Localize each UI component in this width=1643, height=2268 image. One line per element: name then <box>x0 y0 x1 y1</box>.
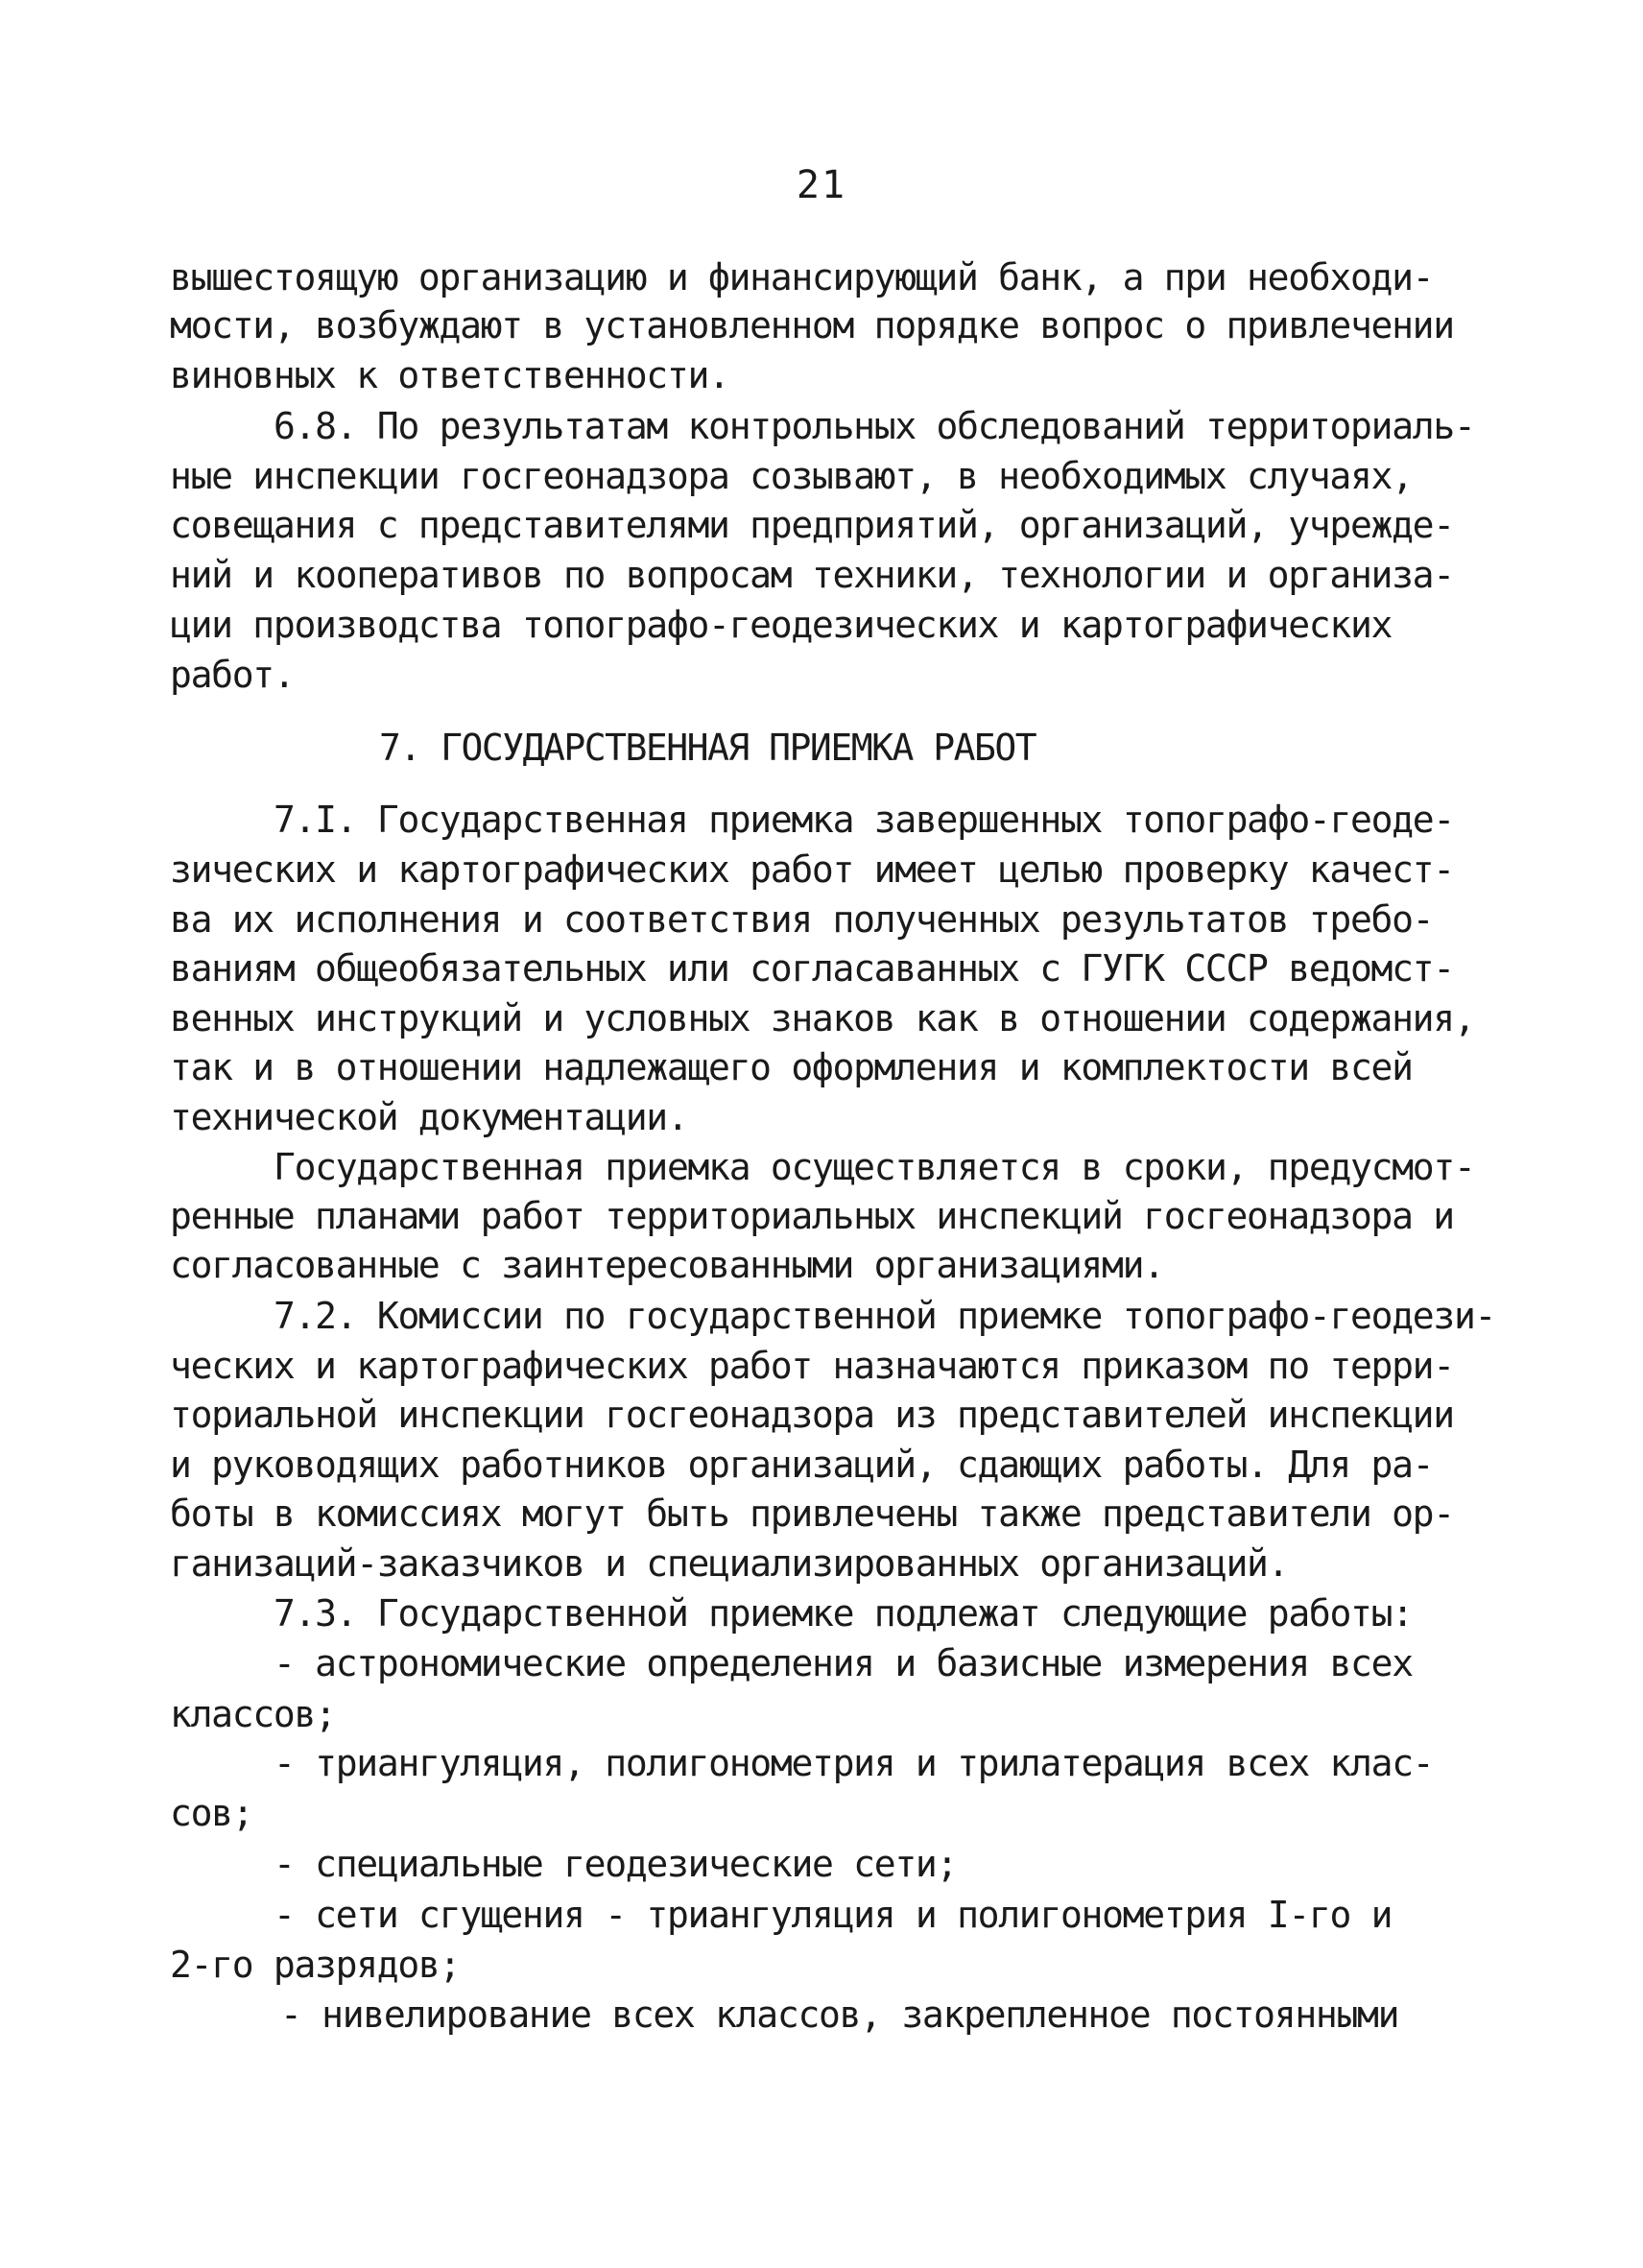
text-line: вышестоящую организацию и финансирующий банк, а при необходи- <box>170 256 1434 298</box>
section-heading: 7. ГОСУДАРСТВЕННАЯ ПРИЕМКА РАБОТ <box>379 727 1036 769</box>
text-line: боты в комиссиях могут быть привлечены также представители ор- <box>170 1492 1454 1535</box>
text-line: - триангуляция, полигонометрия и трилатерация всех клас- <box>274 1742 1434 1784</box>
text-line: ганизаций-заказчиков и специализированных организаций. <box>170 1542 1289 1585</box>
text-line: мости, возбуждают в установленном порядке вопрос о привлечении <box>170 304 1454 346</box>
page-number: 21 <box>796 163 847 207</box>
text-line: зических и картографических работ имеет целью проверку качест- <box>170 848 1454 891</box>
text-line: ва их исполнения и соответствия полученных результатов требо- <box>170 898 1434 941</box>
text-line: - специальные геодезические сети; <box>274 1843 958 1885</box>
text-line: 7.3. Государственной приемке подлежат следующие работы: <box>274 1592 1413 1635</box>
text-line: классов; <box>170 1693 336 1735</box>
text-line: работ. <box>170 654 295 696</box>
text-line: так и в отношении надлежащего оформления и комплектости всей <box>170 1046 1413 1088</box>
text-line: ний и кооперативов по вопросам техники, технологии и организа- <box>170 554 1454 596</box>
text-line: ториальной инспекции госгеонадзора из представителей инспекции <box>170 1394 1454 1436</box>
text-line: Государственная приемка осуществляется в сроки, предусмот- <box>274 1146 1475 1188</box>
text-line: технической документации. <box>170 1096 688 1138</box>
text-line: виновных к ответственности. <box>170 354 729 396</box>
text-line: сов; <box>170 1792 253 1834</box>
text-line: ческих и картографических работ назначаются приказом по терри- <box>170 1345 1454 1387</box>
text-line: совещания с представителями предприятий, организаций, учрежде- <box>170 504 1454 546</box>
text-line: 7.I. Государственная приемка завершенных топографо-геоде- <box>274 799 1454 841</box>
text-line: 2-го разрядов; <box>170 1944 461 1986</box>
text-line: ции производства топографо-геодезических и картографических <box>170 604 1393 646</box>
text-line: венных инструкций и условных знаков как в отношении содержания, <box>170 997 1475 1039</box>
text-line: согласованные с заинтересованными организациями. <box>170 1244 1164 1286</box>
text-line: и руководящих работников организаций, сдающих работы. Для ра- <box>170 1444 1434 1486</box>
text-line: - сети сгущения - триангуляция и полигонометрия I-го и <box>274 1894 1393 1936</box>
text-line: - нивелирование всех классов, закрепленное постоянными <box>280 1993 1399 2036</box>
text-line: ренные планами работ территориальных инспекций госгеонадзора и <box>170 1195 1454 1237</box>
text-line: 7.2. Комиссии по государственной приемке топографо-геодези- <box>274 1295 1496 1337</box>
text-line: 6.8. По результатам контрольных обследований территориаль- <box>274 405 1475 447</box>
text-line: ваниям общеобязательных или согласаванных с ГУГК СССР ведомст- <box>170 947 1454 990</box>
text-line: ные инспекции госгеонадзора созывают, в необходимых случаях, <box>170 455 1413 497</box>
text-line: - астрономические определения и базисные измерения всех <box>274 1642 1413 1684</box>
